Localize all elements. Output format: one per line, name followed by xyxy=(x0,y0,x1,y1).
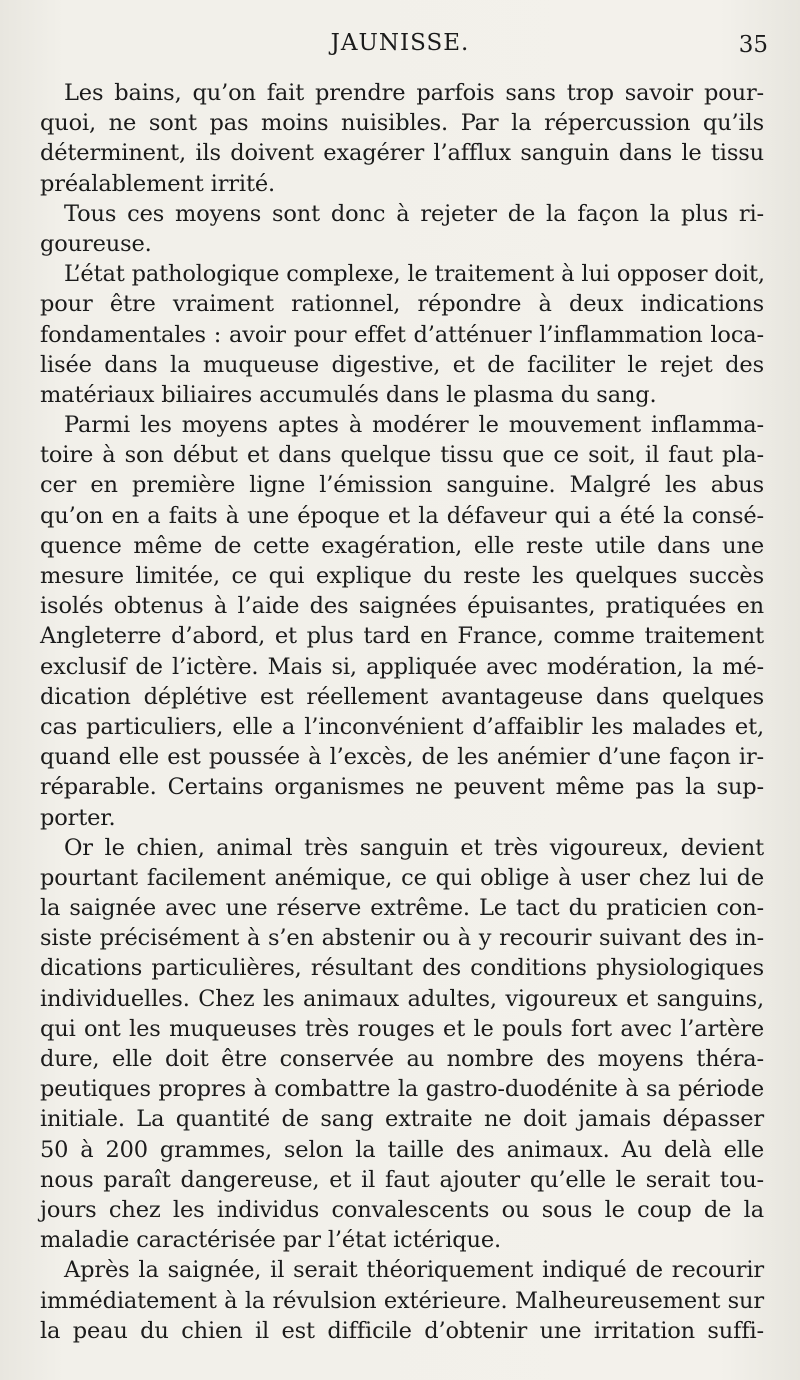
text-line: pour être vraiment rationnel, répondre à deux indications xyxy=(40,291,764,318)
text-line: dication déplétive est réellement avantageuse dans quelques xyxy=(40,683,764,710)
text-line: initiale. La quantité de sang extraite ne doit jamais dépasser xyxy=(40,1106,764,1133)
text-line: mesure limitée, ce qui explique du reste les quelques succès xyxy=(40,563,764,589)
text-line: 50 à 200 grammes, selon la taille des animaux. Au delà elle xyxy=(40,1136,764,1163)
text-line: matériaux biliaires accumulés dans le plasma du sang. xyxy=(40,381,657,408)
text-line: isolés obtenus à l’aide des saignées épuisantes, pratiquées en xyxy=(40,593,764,620)
text-line: maladie caractérisée par l’état ictérique. xyxy=(40,1227,502,1254)
paragraph xyxy=(40,199,764,259)
paragraph xyxy=(40,833,764,1256)
text-line: la saignée avec une réserve extrême. Le tact du praticien con- xyxy=(40,895,764,922)
text-line: quand elle est poussée à l’excès, de les anémier d’une façon ir- xyxy=(40,744,764,771)
text-line: Angleterre d’abord, et plus tard en France, comme traitement xyxy=(40,623,764,650)
text-line: réparable. Certains organismes ne peuvent même pas la sup- xyxy=(40,774,764,801)
text-line: Après la saignée, il serait théoriquement indiqué de recourir xyxy=(64,1257,764,1284)
text-line: siste précisément à s’en abstenir ou à y recourir suivant des in- xyxy=(40,925,764,952)
text-line: cas particuliers, elle a l’inconvénient d’affaiblir les malades et, xyxy=(40,713,764,740)
text-line: peutiques propres à combattre la gastro-duodénite à sa période xyxy=(40,1076,764,1103)
text-line: jours chez les individus convalescents ou sous le coup de la xyxy=(40,1196,764,1223)
text-line: exclusif de l’ictère. Mais si, appliquée avec modération, la mé- xyxy=(40,653,764,680)
text-line: toire à son début et dans quelque tissu que ce soit, il faut pla- xyxy=(40,442,764,469)
text-line: Or le chien, animal très sanguin et très vigoureux, devient xyxy=(64,834,764,861)
text-line: dure, elle doit être conservée au nombre des moyens théra- xyxy=(40,1046,764,1072)
body-text xyxy=(40,78,764,1346)
text-line: Parmi les moyens aptes à modérer le mouvement inflamma- xyxy=(64,412,764,439)
text-line: fondamentales : avoir pour effet d’atténuer l’inflammation loca- xyxy=(40,321,764,348)
text-line: nous paraît dangereuse, et il faut ajouter qu’elle le serait tou- xyxy=(40,1166,764,1193)
text-line: cer en première ligne l’émission sanguine. Malgré les abus xyxy=(40,472,764,499)
paragraph xyxy=(40,78,764,199)
text-line: Tous ces moyens sont donc à rejeter de la façon la plus ri- xyxy=(64,200,764,227)
text-line: déterminent, ils doivent exagérer l’afflux sanguin dans le tissu xyxy=(40,140,764,167)
text-line: L’état pathologique complexe, le traitement à lui opposer doit, xyxy=(64,261,765,288)
text-line: porter. xyxy=(40,804,116,831)
text-line: qu’on en a faits à une époque et la défaveur qui a été la consé- xyxy=(40,502,764,529)
text-line: qui ont les muqueuses très rouges et le pouls fort avec l’artère xyxy=(40,1015,764,1042)
text-line: la peau du chien il est difficile d’obtenir une irritation suffi- xyxy=(40,1317,764,1344)
running-head-title: JAUNISSE. xyxy=(330,30,470,56)
text-line: dications particulières, résultant des conditions physiologiques xyxy=(40,955,764,982)
paragraph xyxy=(40,259,764,410)
page-number: 35 xyxy=(738,32,768,58)
running-head xyxy=(0,30,800,64)
paragraph xyxy=(40,410,764,833)
paragraph xyxy=(40,1255,764,1346)
text-line: Les bains, qu’on fait prendre parfois sans trop savoir pour- xyxy=(64,80,764,106)
text-line: individuelles. Chez les animaux adultes, vigoureux et sanguins, xyxy=(40,985,764,1012)
text-line: pourtant facilement anémique, ce qui oblige à user chez lui de xyxy=(40,864,764,891)
text-line: lisée dans la muqueuse digestive, et de faciliter le rejet des xyxy=(40,351,764,378)
text-line: préalablement irrité. xyxy=(40,170,276,197)
text-line: quoi, ne sont pas moins nuisibles. Par la répercussion qu’ils xyxy=(40,110,764,137)
text-line: goureuse. xyxy=(40,230,152,257)
text-line: quence même de cette exagération, elle reste utile dans une xyxy=(40,532,764,559)
text-line: immédiatement à la révulsion extérieure. Malheureusement sur xyxy=(40,1287,764,1314)
